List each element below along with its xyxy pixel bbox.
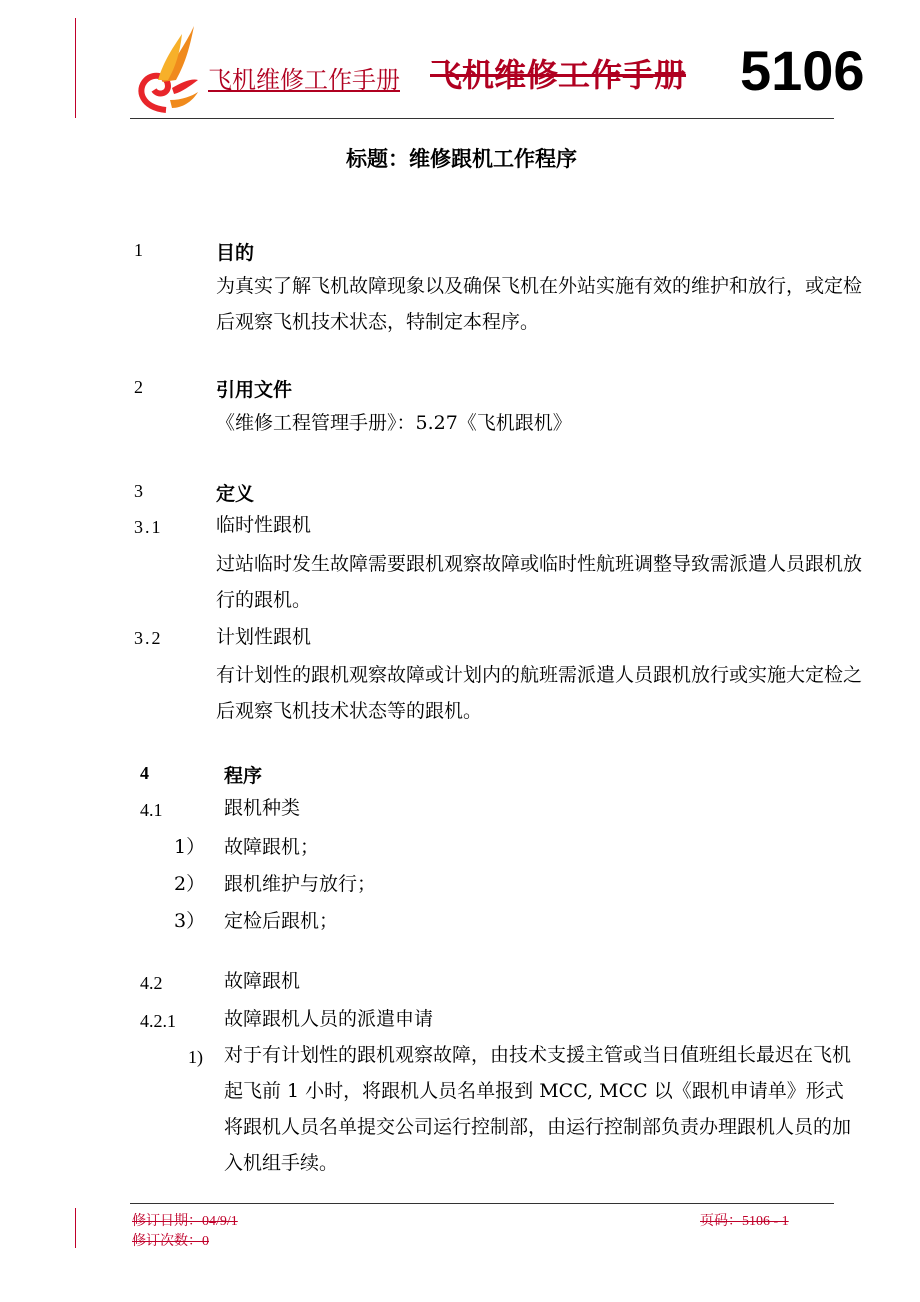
list-item-number: 2） [174, 873, 206, 895]
subsection-number: 4.1 [140, 800, 163, 820]
section-heading: 定义 [216, 483, 255, 505]
header-title: 飞机维修工作手册 [208, 66, 400, 94]
subsection-number: 3.1 [134, 517, 163, 537]
list-item: 故障跟机； [224, 836, 320, 858]
section-heading: 引用文件 [216, 379, 293, 401]
list-item-number: 1) [188, 1047, 203, 1067]
subsection-heading: 跟机种类 [224, 797, 301, 819]
section-number: 2 [134, 377, 143, 397]
section-heading: 程序 [224, 765, 263, 787]
header-rule [130, 118, 834, 119]
section-number: 1 [134, 240, 143, 260]
footer-margin-bar [75, 1208, 76, 1248]
subsection-heading: 故障跟机人员的派遣申请 [224, 1008, 434, 1030]
subsection-number: 3.2 [134, 628, 163, 648]
subsection-body: 有计划性的跟机观察故障或计划内的航班需派遣人员跟机放行或实施大定检之后观察飞机技术状态等的跟机。 [216, 664, 863, 722]
doc-code: 5106 [740, 39, 865, 102]
subsection-number: 4.2 [140, 973, 163, 993]
header-margin-bar [75, 18, 76, 118]
subsection-heading: 计划性跟机 [216, 626, 312, 648]
section-body: 为真实了解飞机故障现象以及确保飞机在外站实施有效的维护和放行，或定检后观察飞机技术状态，特制定本程序。 [216, 275, 863, 333]
section-heading: 目的 [216, 242, 255, 264]
revision-count: 修订次数：0 [132, 1234, 209, 1249]
section-number: 3 [134, 481, 143, 501]
list-item-body: 对于有计划性的跟机观察故障，由技术支援主管或当日值班组长最迟在飞机起飞前 1 小时，将跟机人员名单报到 MCC, MCC 以《跟机申请单》形式将跟机人员名单提交公司运行控制部，由运行控制部负责办理跟机人员的加入机组手续。 [224, 1044, 852, 1174]
footer-rule [130, 1203, 834, 1204]
header-title-struck: 飞机维修工作手册 [430, 56, 687, 94]
subsection-body: 过站临时发生故障需要跟机观察故障或临时性航班调整导致需派遣人员跟机放行的跟机。 [216, 553, 863, 611]
subsection-heading: 临时性跟机 [216, 514, 312, 536]
section-body: 《维修工程管理手册》：5.27《飞机跟机》 [216, 412, 572, 434]
list-item: 跟机维护与放行； [224, 873, 377, 895]
phoenix-logo-icon [132, 22, 200, 114]
section-number: 4 [140, 763, 149, 783]
list-item: 定检后跟机； [224, 910, 339, 932]
list-item-number: 3） [174, 910, 206, 932]
document-title: 标题：维修跟机工作程序 [346, 147, 577, 171]
page-number: 页码：5106 - 1 [700, 1214, 789, 1229]
revision-date: 修订日期：04/9/1 [132, 1214, 238, 1229]
list-item-number: 1） [174, 836, 206, 858]
subsection-heading: 故障跟机 [224, 970, 301, 992]
subsection-number: 4.2.1 [140, 1011, 176, 1031]
